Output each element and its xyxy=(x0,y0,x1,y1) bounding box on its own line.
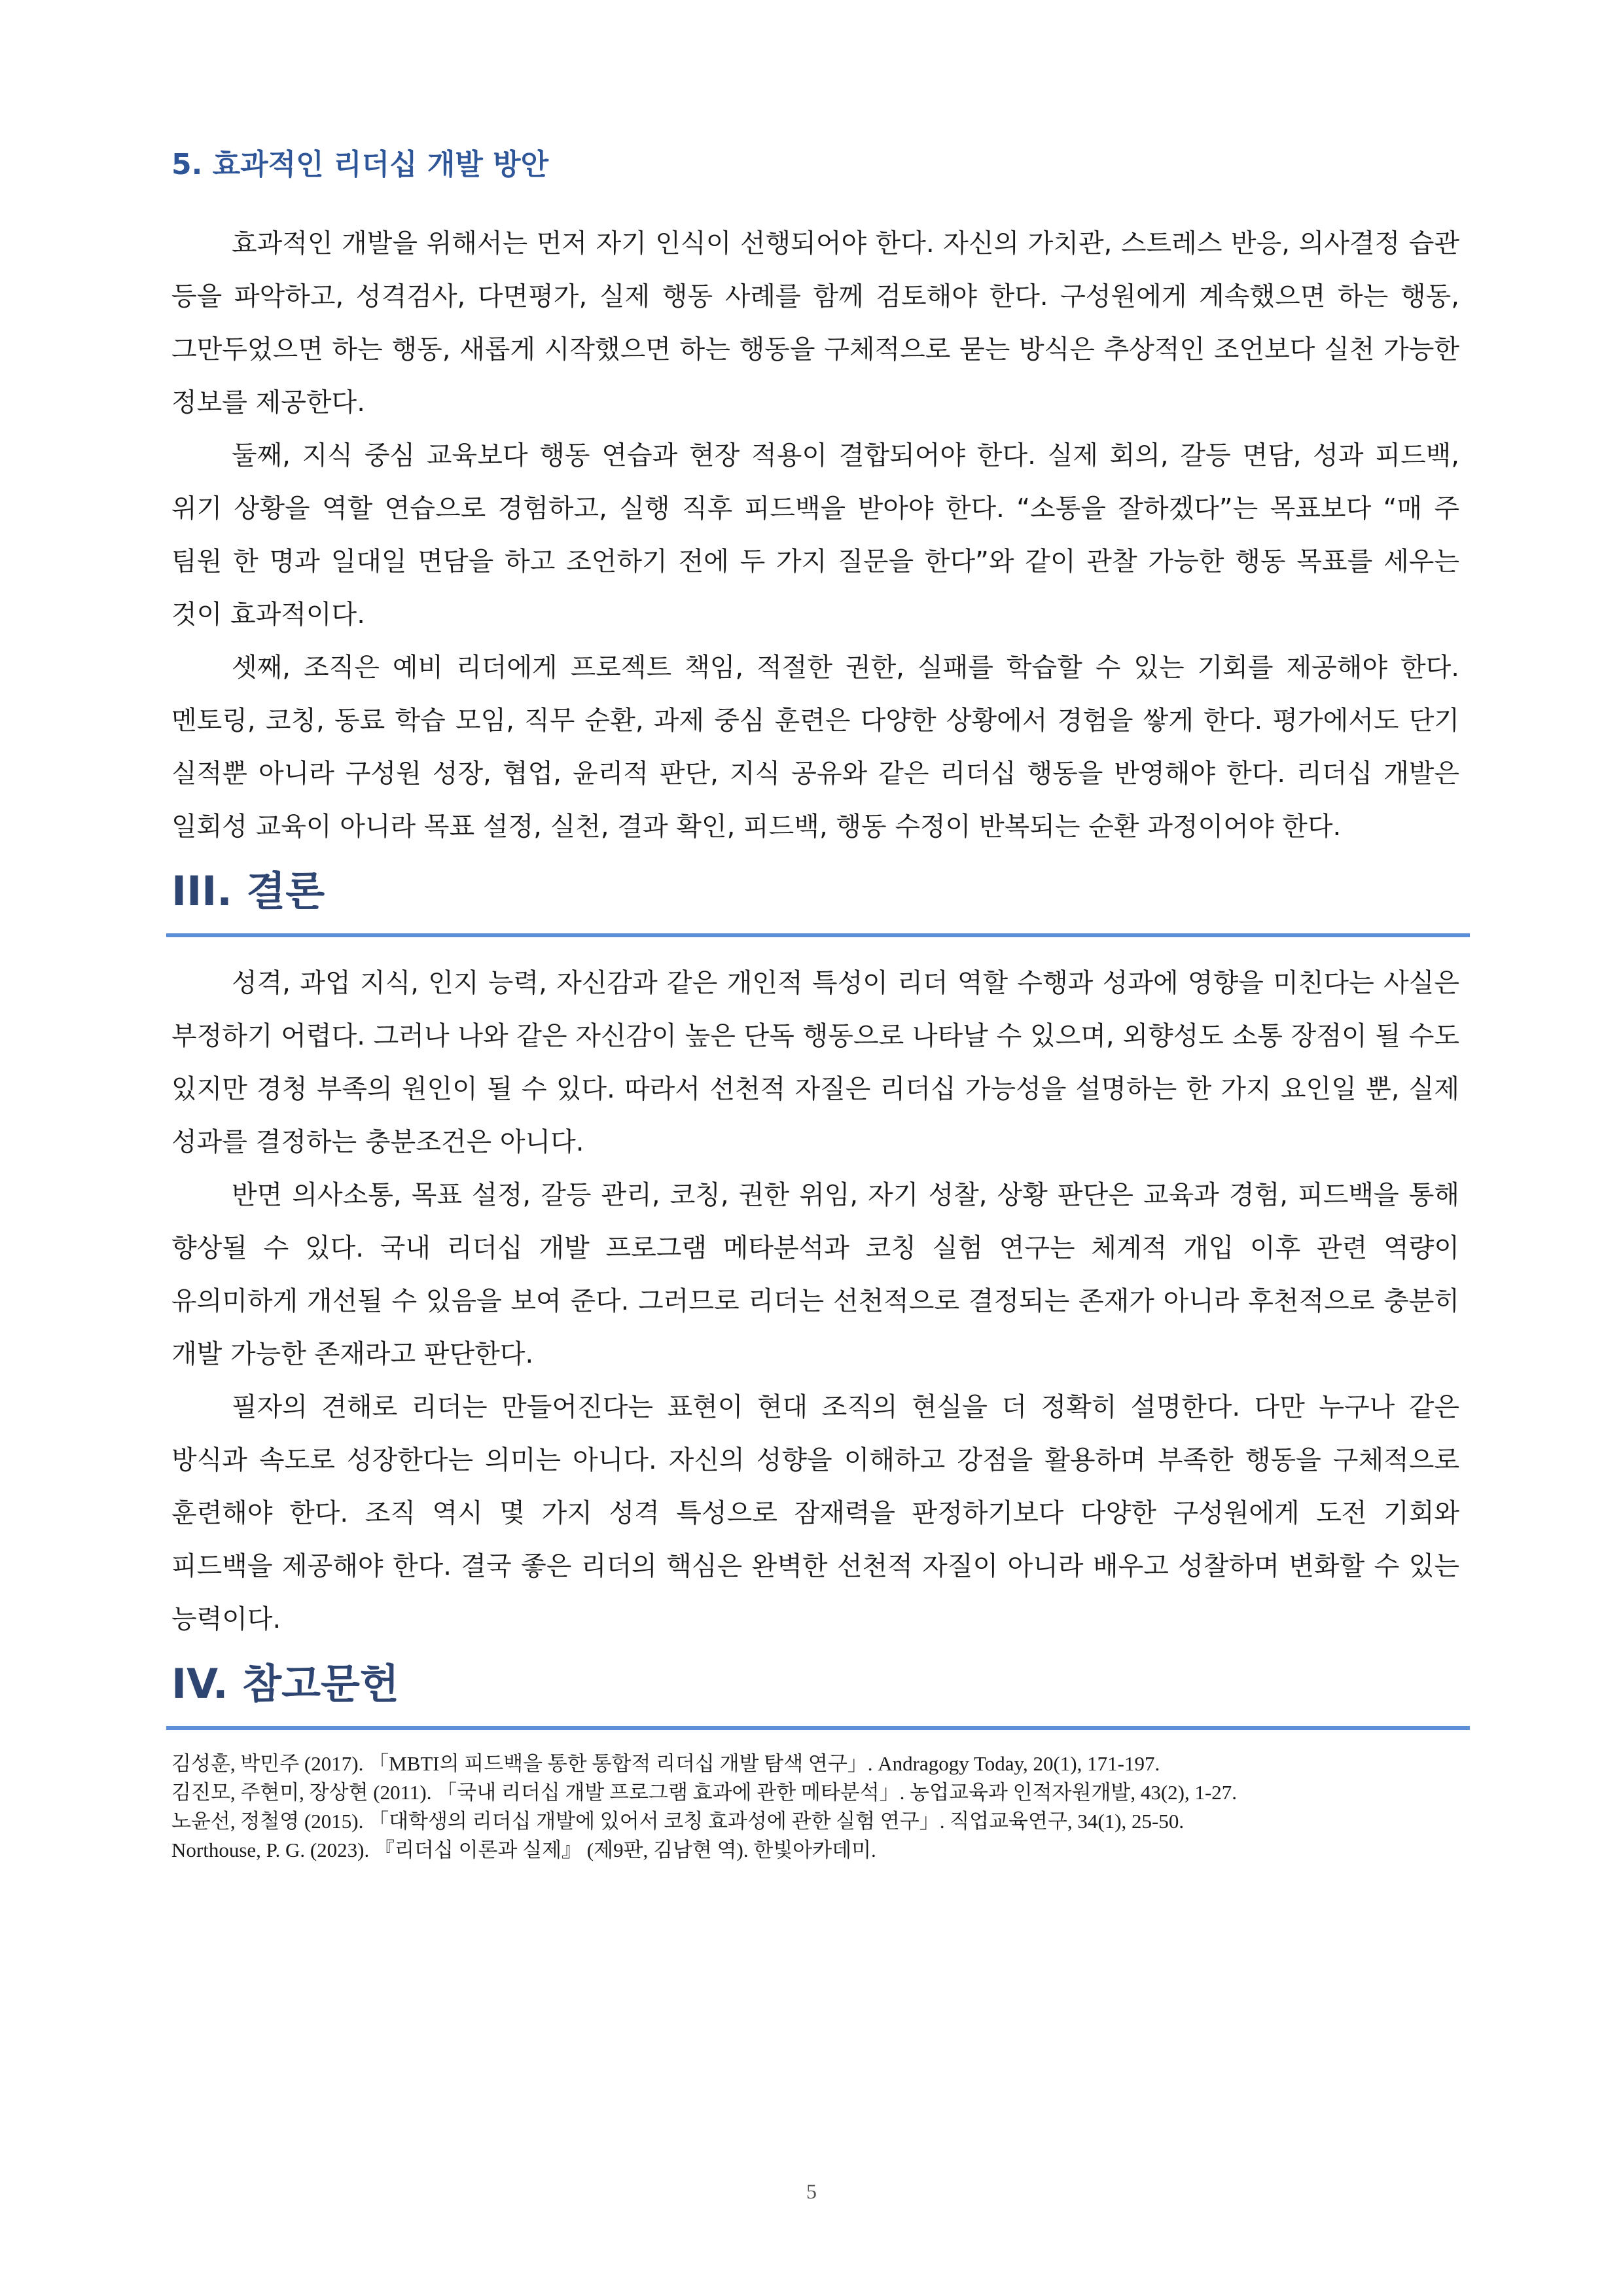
references-heading: IV. 참고문헌 xyxy=(171,1660,399,1708)
reference-item: 노윤선, 정철영 (2015). 「대학생의 리더십 개발에 있어서 코칭 효과성에 관한 실험 연구」. 직업교육연구, 34(1), 25-50. xyxy=(171,1810,1185,1833)
paragraph: 성격, 과업 지식, 인지 능력, 자신감과 같은 개인적 특성이 리더 역할 수행과 성과에 영향을 미친다는 사실은 부정하기 어렵다. 그러나 나와 같은 자신감이 높은 단독 행동으로 나타날 수 있으며, 외향성도 소통 장점이 될 수도 있지만 경청 부족의 원인이 될 수 있다. 따라서 선천적 자질은 리더십 가능성을 설명하는 한 가지 요인일 뿐, 실제 성과를 결정하는 충분조건은 아니다. xyxy=(171,968,1459,1157)
subsection-title: 5. 효과적인 리더십 개발 방안 xyxy=(171,148,549,181)
paragraph: 효과적인 개발을 위해서는 먼저 자기 인식이 선행되어야 한다. 자신의 가치관, 스트레스 반응, 의사결정 습관 등을 파악하고, 성격검사, 다면평가, 실제 행동 사례를 함께 검토해야 한다. 구성원에게 계속했으면 하는 행동, 그만두었으면 하는 행동, 새롭게 시작했으면 하는 행동을 구체적으로 묻는 방식은 추상적인 조언보다 실천 가능한 정보를 제공한다. xyxy=(171,228,1459,418)
conclusion-heading: III. 결론 xyxy=(171,867,325,915)
paragraph: 둘째, 지식 중심 교육보다 행동 연습과 현장 적용이 결합되어야 한다. 실제 회의, 갈등 면담, 성과 피드백, 위기 상황을 역할 연습으로 경험하고, 실행 직후 피드백을 받아야 한다. “소통을 잘하겠다”는 목표보다 “매 주 팀원 한 명과 일대일 면담을 하고 조언하기 전에 두 가지 질문을 한다”와 같이 관찰 가능한 행동 목표를 세우는 것이 효과적이다. xyxy=(171,440,1459,630)
development-body xyxy=(171,217,1459,853)
conclusion-body xyxy=(171,957,1459,1646)
paragraph: 필자의 견해로 리더는 만들어진다는 표현이 현대 조직의 현실을 더 정확히 설명한다. 다만 누구나 같은 방식과 속도로 성장한다는 의미는 아니다. 자신의 성향을 이해하고 강점을 활용하며 부족한 행동을 구체적으로 훈련해야 한다. 조직 역시 몇 가지 성격 특성으로 잠재력을 판정하기보다 다양한 구성원에게 도전 기회와 피드백을 제공해야 한다. 결국 좋은 리더의 핵심은 완벽한 선천적 자질이 아니라 배우고 성찰하며 변화할 수 있는 능력이다. xyxy=(171,1392,1459,1634)
reference-list xyxy=(171,1749,1459,1865)
paragraph: 반면 의사소통, 목표 설정, 갈등 관리, 코칭, 권한 위임, 자기 성찰, 상황 판단은 교육과 경험, 피드백을 통해 향상될 수 있다. 국내 리더십 개발 프로그램 메타분석과 코칭 실험 연구는 체계적 개입 이후 관련 역량이 유의미하게 개선될 수 있음을 보여 준다. 그러므로 리더는 선천적으로 결정되는 존재가 아니라 후천적으로 충분히 개발 가능한 존재라고 판단한다. xyxy=(171,1180,1459,1369)
reference-item: 김성훈, 박민주 (2017). 「MBTI의 피드백을 통한 통합적 리더십 개발 탐색 연구」. Andragogy Today, 20(1), 171-197. xyxy=(171,1752,1160,1775)
page-number: 5 xyxy=(806,2179,817,2203)
reference-item: 김진모, 주현미, 장상현 (2011). 「국내 리더십 개발 프로그램 효과에 관한 메타분석」. 농업교육과 인적자원개발, 43(2), 1-27. xyxy=(171,1781,1238,1804)
section-divider xyxy=(166,933,1470,937)
reference-item: Northouse, P. G. (2023). 『리더십 이론과 실제』 (제9판, 김남현 역). 한빛아카데미. xyxy=(171,1839,876,1861)
section-divider xyxy=(166,1726,1470,1730)
paragraph: 셋째, 조직은 예비 리더에게 프로젝트 책임, 적절한 권한, 실패를 학습할 수 있는 기회를 제공해야 한다. 멘토링, 코칭, 동료 학습 모임, 직무 순환, 과제 중심 훈련은 다양한 상황에서 경험을 쌓게 한다. 평가에서도 단기 실적뿐 아니라 구성원 성장, 협업, 윤리적 판단, 지식 공유와 같은 리더십 행동을 반영해야 한다. 리더십 개발은 일회성 교육이 아니라 목표 설정, 실천, 결과 확인, 피드백, 행동 수정이 반복되는 순환 과정이어야 한다. xyxy=(171,653,1459,842)
